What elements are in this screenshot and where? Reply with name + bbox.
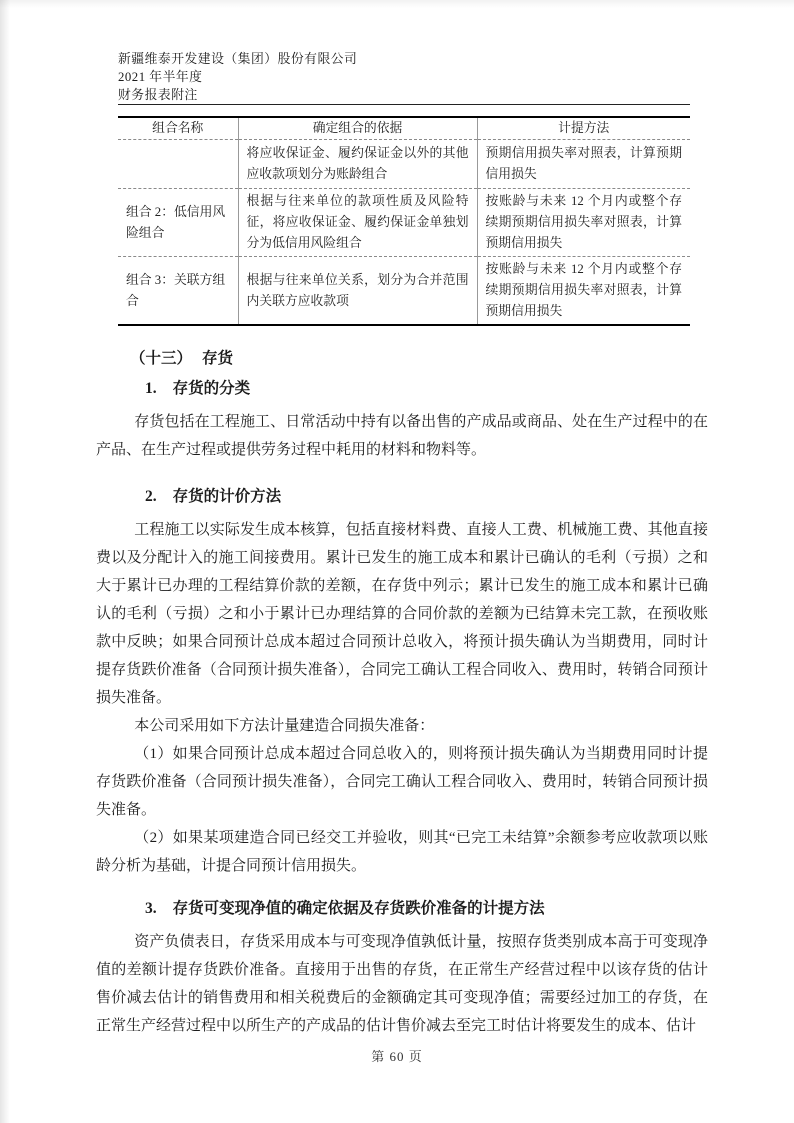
- table-row: [118, 140, 690, 189]
- paragraph: （2）如果某项建造合同已经交工并验收，则其“已完工未结算”余额参考应收款项以账龄分析为基础，计提合同预计信用损失。: [96, 830, 708, 874]
- document-header: [118, 50, 357, 104]
- table-row: [118, 189, 690, 257]
- paragraph: 资产负债表日，存货采用成本与可变现净值孰低计量，按照存货类别成本高于可变现净值的差额计提存货跌价准备。直接用于出售的存货，在正常生产经营过程中以该存货的估计售价减去估计的销售费用和相关税费后的金额确定其可变现净值；需要经过加工的存货，在正常生产经营过程中以所生产的产成品的估计售价减去至完工时估计将要发生的成本、估计: [96, 934, 708, 1034]
- paragraph: 存货包括在工程施工、日常活动中持有以备出售的产成品或商品、处在生产过程中的在产品、在生产过程或提供劳务过程中耗用的材料和物料等。: [96, 414, 708, 458]
- paragraph: 工程施工以实际发生成本核算，包括直接材料费、直接人工费、机械施工费、其他直接费以及分配计入的施工间接费用。累计已发生的施工成本和累计已确认的毛利（亏损）之和大于累计已办理的工程结算价款的差额，在存货中列示；累计已发生的施工成本和累计已确认的毛利（亏损）之和小于累计已办理结算的合同价款的差额为已结算未完工款，在预收账款中反映；如果合同预计总成本超过合同预计总收入，将预计损失确认为当期费用，同时计提存货跌价准备（合同预计损失准备），合同完工确认工程合同收入、费用时，转销合同预计损失准备。: [96, 522, 708, 706]
- column-header-method: 计提方法: [477, 117, 690, 140]
- method-cell: 按账龄与未来 12 个月内或整个存续期预期信用损失率对照表，计算预期信用损失: [477, 189, 690, 257]
- basis-cell: 根据与往来单位关系，划分为合并范围内关联方应收款项: [238, 257, 477, 326]
- report-period: 2021 年半年度: [118, 70, 203, 84]
- table-header-row: [118, 117, 690, 140]
- subsection-3-title: 存货可变现净值的确定依据及存货跌价准备的计提方法: [172, 900, 545, 917]
- company-name: 新疆维泰开发建设（集团）股份有限公司: [118, 52, 358, 66]
- page-footer: [0, 1046, 794, 1065]
- subsection-1-number: 1.: [145, 380, 157, 397]
- subsection-2-number: 2.: [145, 488, 157, 505]
- header-divider: [118, 104, 690, 105]
- method-cell: 预期信用损失率对照表，计算预期信用损失: [477, 140, 690, 189]
- column-header-basis: 确定组合的依据: [238, 117, 477, 140]
- section-13-heading: [130, 348, 708, 370]
- portfolio-table: [118, 116, 690, 326]
- method-cell: 按账龄与未来 12 个月内或整个存续期预期信用损失率对照表，计算预期信用损失: [477, 257, 690, 326]
- paragraph: 本公司采用如下方法计量建造合同损失准备：: [134, 718, 435, 734]
- subsection-3-number: 3.: [145, 900, 157, 917]
- subsection-2-heading: [145, 486, 708, 508]
- subsection-1-title: 存货的分类: [172, 380, 251, 397]
- document-body: [96, 348, 708, 1040]
- basis-cell: 根据与往来单位的款项性质及风险特征，将应收保证金、履约保证金单独划分为低信用风险组合: [238, 189, 477, 257]
- doc-title: 财务报表附注: [118, 88, 198, 102]
- page-number: 第 60 页: [371, 1049, 423, 1064]
- subsection-3-heading: [145, 898, 708, 920]
- portfolio-name-cell: [118, 140, 238, 189]
- basis-cell: 将应收保证金、履约保证金以外的其他应收款项划分为账龄组合: [238, 140, 477, 189]
- portfolio-name-cell: 组合 3：关联方组合: [126, 272, 226, 308]
- subsection-1-heading: [145, 378, 708, 400]
- table-row: [118, 257, 690, 326]
- subsection-2-title: 存货的计价方法: [172, 488, 282, 505]
- column-header-portfolio-name: 组合名称: [118, 117, 238, 140]
- section-number: （十三）: [130, 350, 193, 367]
- section-title: 存货: [202, 350, 234, 367]
- paragraph: （1）如果合同预计总成本超过合同总收入的，则将预计损失确认为当期费用同时计提存货跌价准备（合同预计损失准备），合同完工确认工程合同收入、费用时，转销合同预计损失准备。: [96, 746, 708, 818]
- portfolio-name-cell: 组合 2：低信用风险组合: [118, 189, 238, 257]
